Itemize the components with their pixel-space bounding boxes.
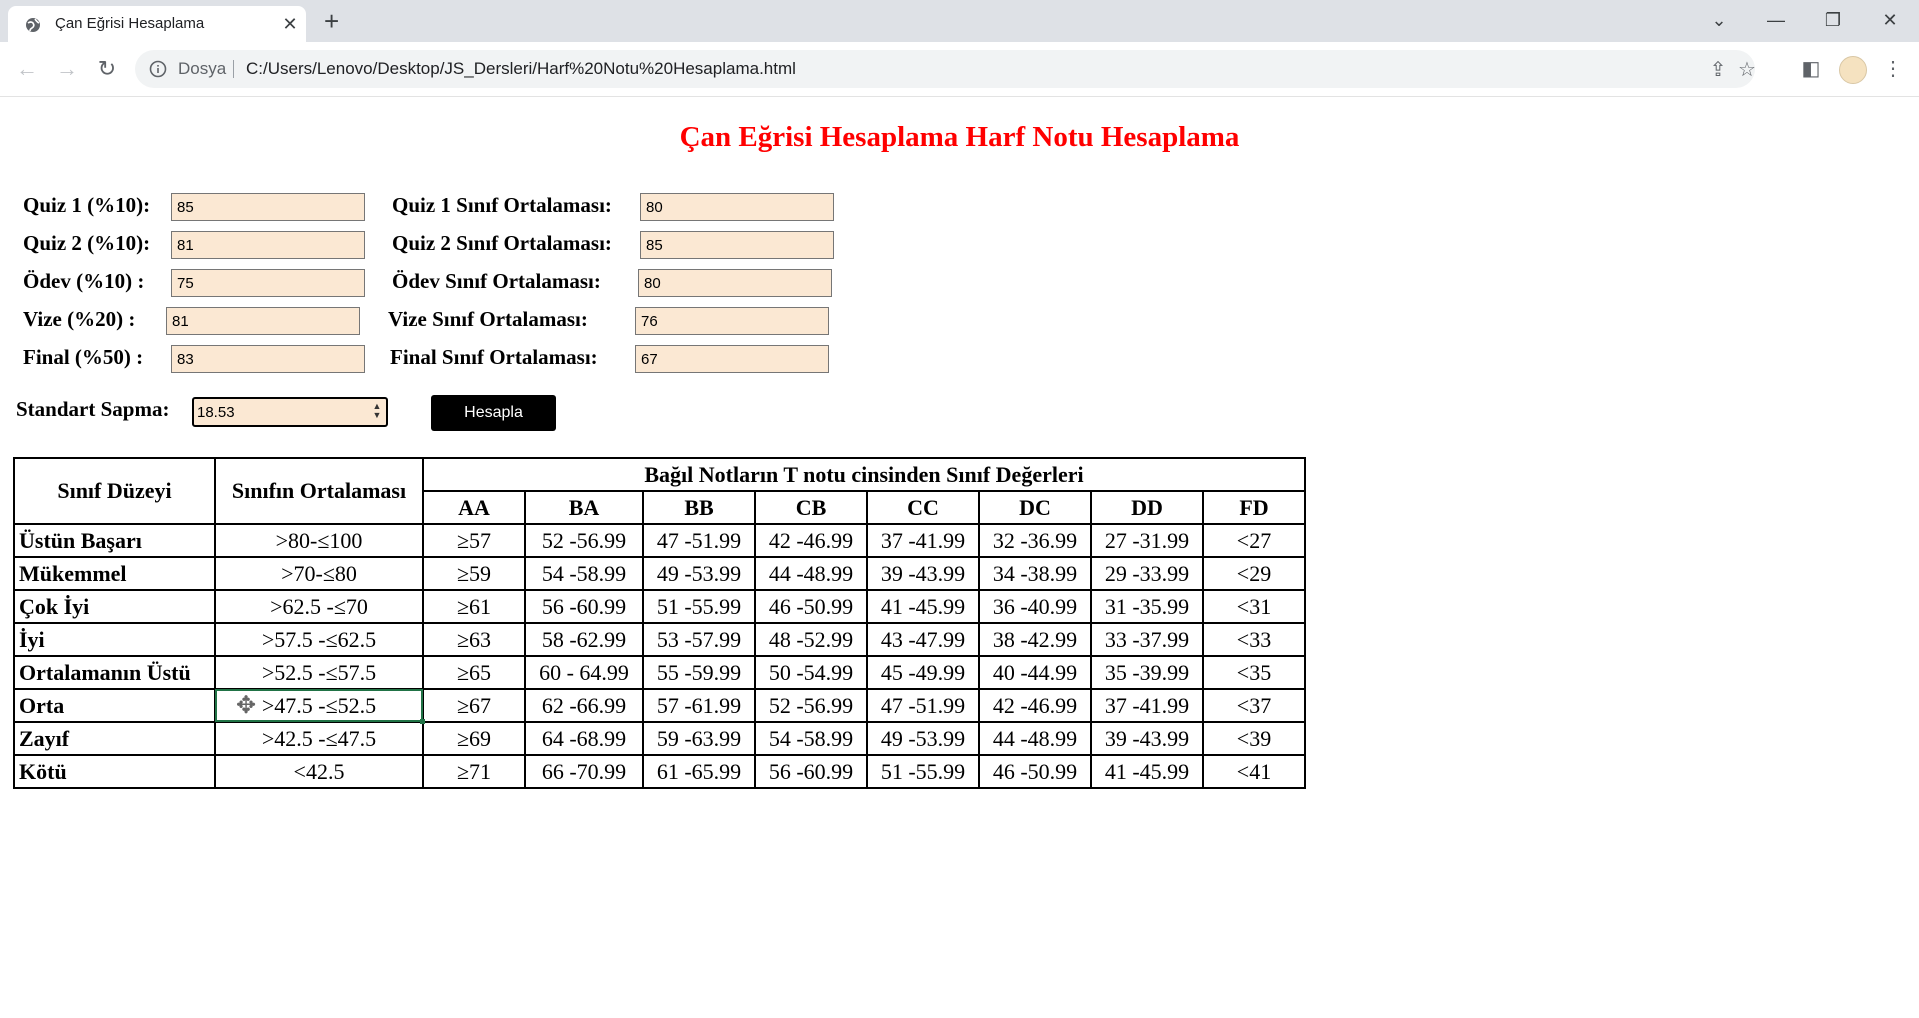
address-separator [233, 60, 234, 78]
info-icon[interactable] [149, 60, 167, 78]
grade-value-cell: 39 -43.99 [867, 557, 979, 590]
grade-value-cell: 52 -56.99 [755, 689, 867, 722]
grade-value-cell: <39 [1203, 722, 1305, 755]
std-dev-label: Standart Sapma: [16, 397, 170, 421]
grade-value-cell: 64 -68.99 [525, 722, 643, 755]
class-average-cell: >70-≤80 [215, 557, 423, 590]
grade-header: AA [423, 491, 525, 524]
grade-value-cell: 40 -44.99 [979, 656, 1091, 689]
quiz1-label: Quiz 1 (%10): [23, 193, 151, 217]
grade-value-cell: 54 -58.99 [755, 722, 867, 755]
address-bar[interactable] [135, 50, 1755, 88]
grade-value-cell: 45 -49.99 [867, 656, 979, 689]
level-cell: Mükemmel [14, 557, 215, 590]
grade-value-cell: <35 [1203, 656, 1305, 689]
quiz2-label: Quiz 2 (%10): [23, 231, 151, 255]
final-input[interactable] [171, 345, 365, 373]
level-cell: İyi [14, 623, 215, 656]
grade-header: DC [979, 491, 1091, 524]
grade-value-cell: 37 -41.99 [867, 524, 979, 557]
level-cell: Zayıf [14, 722, 215, 755]
grade-value-cell: ≥57 [423, 524, 525, 557]
quiz2-avg-input[interactable] [640, 231, 834, 259]
grade-value-cell: 27 -31.99 [1091, 524, 1203, 557]
grade-value-cell: 47 -51.99 [867, 689, 979, 722]
grade-header: BA [525, 491, 643, 524]
final-avg-input[interactable] [635, 345, 829, 373]
table-row [14, 524, 1305, 557]
table-row [14, 590, 1305, 623]
grade-header: CB [755, 491, 867, 524]
grade-value-cell: 43 -47.99 [867, 623, 979, 656]
move-cursor-icon: ✥ [236, 693, 257, 719]
page-content [0, 97, 1919, 1018]
grade-header: BB [643, 491, 755, 524]
quiz2-avg-label: Quiz 2 Sınıf Ortalaması: [392, 231, 612, 255]
quiz1-avg-label: Quiz 1 Sınıf Ortalaması: [392, 193, 612, 217]
quiz1-input[interactable] [171, 193, 365, 221]
table-row [14, 557, 1305, 590]
grade-value-cell: 46 -50.99 [755, 590, 867, 623]
tab-strip [0, 0, 1919, 42]
header-group: Bağıl Notların T notu cinsinden Sınıf Değerleri [423, 458, 1305, 491]
grade-value-cell: 50 -54.99 [755, 656, 867, 689]
class-average-cell: >52.5 -≤57.5 [215, 656, 423, 689]
grade-value-cell: <27 [1203, 524, 1305, 557]
grade-value-cell: ≥61 [423, 590, 525, 623]
grade-value-cell: 39 -43.99 [1091, 722, 1203, 755]
table-row [14, 656, 1305, 689]
level-cell: Ortalamanın Üstü [14, 656, 215, 689]
side-panel-icon[interactable]: ◧ [1801, 58, 1821, 80]
grade-value-cell: ≥67 [423, 689, 525, 722]
header-level: Sınıf Düzeyi [14, 458, 215, 524]
grade-value-cell: 41 -45.99 [1091, 755, 1203, 788]
grade-value-cell: 32 -36.99 [979, 524, 1091, 557]
grade-value-cell: 51 -55.99 [643, 590, 755, 623]
grade-value-cell: 51 -55.99 [867, 755, 979, 788]
minimize-button[interactable]: — [1767, 10, 1785, 30]
grade-value-cell: 56 -60.99 [525, 590, 643, 623]
grade-value-cell: ≥69 [423, 722, 525, 755]
grade-value-cell: <37 [1203, 689, 1305, 722]
address-scheme: Dosya [178, 59, 227, 78]
grade-value-cell: 34 -38.99 [979, 557, 1091, 590]
grade-value-cell: 44 -48.99 [979, 722, 1091, 755]
grade-value-cell: 42 -46.99 [979, 689, 1091, 722]
grade-value-cell: 48 -52.99 [755, 623, 867, 656]
class-average-cell [215, 689, 423, 722]
table-row [14, 722, 1305, 755]
level-cell: Orta [14, 689, 215, 722]
grade-value-cell: 35 -39.99 [1091, 656, 1203, 689]
midterm-avg-input[interactable] [635, 307, 829, 335]
fill-handle [420, 719, 425, 724]
reload-button[interactable]: ↻ [97, 56, 117, 81]
grade-value-cell: <29 [1203, 557, 1305, 590]
midterm-avg-label: Vize Sınıf Ortalaması: [388, 307, 588, 331]
midterm-label: Vize (%20) : [23, 307, 136, 331]
grade-header: CC [867, 491, 979, 524]
close-window-button[interactable]: ✕ [1882, 10, 1898, 30]
final-avg-label: Final Sınıf Ortalaması: [390, 345, 598, 369]
grade-value-cell: 54 -58.99 [525, 557, 643, 590]
grade-value-cell: 59 -63.99 [643, 722, 755, 755]
grade-value-cell: 42 -46.99 [755, 524, 867, 557]
menu-icon[interactable]: ⋮ [1883, 58, 1903, 80]
quiz2-input[interactable] [171, 231, 365, 259]
page-title: Çan Eğrisi Hesaplama Harf Notu Hesaplama [679, 121, 1240, 153]
class-average-cell: >57.5 -≤62.5 [215, 623, 423, 656]
class-average-cell: <42.5 [215, 755, 423, 788]
browser-toolbar [0, 42, 1919, 97]
share-icon[interactable]: ⇪ [1709, 59, 1727, 81]
grade-value-cell: 52 -56.99 [525, 524, 643, 557]
grade-value-cell: <33 [1203, 623, 1305, 656]
homework-input[interactable] [171, 269, 365, 297]
calculate-button[interactable]: Hesapla [431, 395, 556, 431]
grade-value-cell: 66 -70.99 [525, 755, 643, 788]
profile-avatar[interactable] [1839, 56, 1867, 84]
class-average-cell: >62.5 -≤70 [215, 590, 423, 623]
grade-value-cell: 29 -33.99 [1091, 557, 1203, 590]
new-tab-button[interactable]: + [324, 6, 340, 36]
level-cell: Üstün Başarı [14, 524, 215, 557]
quiz1-avg-input[interactable] [640, 193, 834, 221]
bookmark-star-icon[interactable]: ☆ [1738, 59, 1756, 81]
table-row [14, 689, 1305, 722]
grade-value-cell: 31 -35.99 [1091, 590, 1203, 623]
grade-value-cell: 58 -62.99 [525, 623, 643, 656]
grade-value-cell: 61 -65.99 [643, 755, 755, 788]
grade-value-cell: 53 -57.99 [643, 623, 755, 656]
grade-value-cell: ≥71 [423, 755, 525, 788]
homework-avg-input[interactable] [638, 269, 832, 297]
grade-value-cell: 47 -51.99 [643, 524, 755, 557]
grade-value-cell: 49 -53.99 [643, 557, 755, 590]
browser-tab[interactable] [8, 6, 306, 42]
tab-title: Çan Eğrisi Hesaplama [55, 15, 205, 32]
level-cell: Çok İyi [14, 590, 215, 623]
grade-table [13, 457, 1306, 789]
grade-value-cell: 55 -59.99 [643, 656, 755, 689]
class-average-cell: >42.5 -≤47.5 [215, 722, 423, 755]
grade-value-cell: 46 -50.99 [979, 755, 1091, 788]
grade-value-cell: 44 -48.99 [755, 557, 867, 590]
grade-value-cell: <41 [1203, 755, 1305, 788]
grade-value-cell: 38 -42.99 [979, 623, 1091, 656]
grade-value-cell: 57 -61.99 [643, 689, 755, 722]
back-button[interactable]: ← [16, 56, 38, 81]
close-tab-icon[interactable]: ✕ [282, 14, 298, 34]
grade-value-cell: 37 -41.99 [1091, 689, 1203, 722]
forward-button[interactable]: → [56, 56, 78, 81]
std-dev-input[interactable] [197, 401, 357, 423]
grade-value-cell: ≥63 [423, 623, 525, 656]
grade-value-cell: ≥65 [423, 656, 525, 689]
grade-header: FD [1203, 491, 1305, 524]
grade-value-cell: 41 -45.99 [867, 590, 979, 623]
grade-value-cell: 36 -40.99 [979, 590, 1091, 623]
midterm-input[interactable] [166, 307, 360, 335]
grade-value-cell: 60 - 64.99 [525, 656, 643, 689]
grade-value-cell: <31 [1203, 590, 1305, 623]
level-cell: Kötü [14, 755, 215, 788]
url-text[interactable]: C:/Users/Lenovo/Desktop/JS_Dersleri/Harf%20Notu%20Hesaplama.html [246, 59, 796, 78]
grade-value-cell: 62 -66.99 [525, 689, 643, 722]
grade-value-cell: 49 -53.99 [867, 722, 979, 755]
grade-table-body [14, 524, 1305, 788]
spinner-arrows-icon[interactable]: ▲ ▼ [372, 401, 382, 420]
tab-search-icon[interactable]: ⌄ [1711, 10, 1727, 30]
grade-header: DD [1091, 491, 1203, 524]
grade-value-cell: ≥59 [423, 557, 525, 590]
final-label: Final (%50) : [23, 345, 144, 369]
table-row [14, 755, 1305, 788]
table-row [14, 623, 1305, 656]
grade-value-cell: 33 -37.99 [1091, 623, 1203, 656]
restore-button[interactable]: ❐ [1824, 10, 1842, 30]
class-average-cell: >80-≤100 [215, 524, 423, 557]
std-dev-field[interactable] [192, 397, 388, 427]
homework-avg-label: Ödev Sınıf Ortalaması: [392, 269, 601, 293]
selected-cell-text: >47.5 -≤52.5 [261, 692, 377, 718]
grade-value-cell: 56 -60.99 [755, 755, 867, 788]
globe-icon [25, 17, 41, 33]
homework-label: Ödev (%10) : [23, 269, 145, 293]
header-class-average: Sınıfın Ortalaması [215, 458, 423, 524]
